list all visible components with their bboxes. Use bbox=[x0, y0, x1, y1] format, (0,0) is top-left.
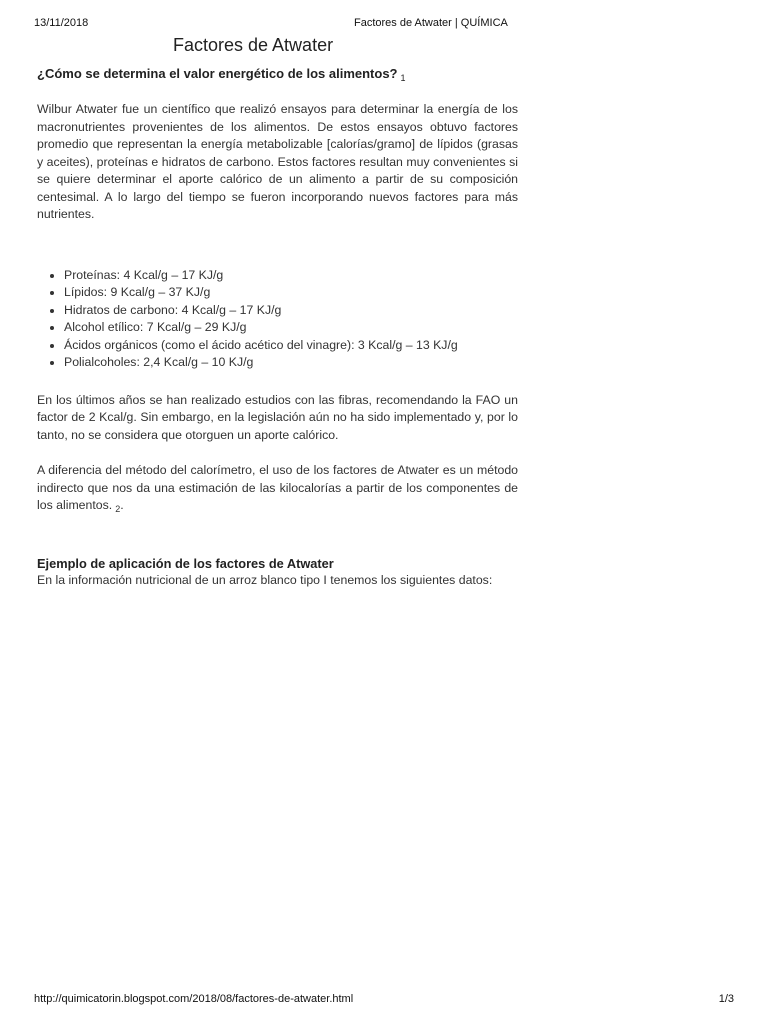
calorimetro-tail: . bbox=[120, 498, 124, 512]
example-paragraph: En la información nutricional de un arroz blanco tipo I tenemos los siguientes datos: bbox=[37, 572, 493, 587]
list-item: • Alcohol etílico: 7 Kcal/g – 29 KJ/g bbox=[64, 319, 518, 337]
intro-paragraph: Wilbur Atwater fue un científico que realizó ensayos para determinar la energía de los macronutrientes provenientes de los alimentos. De estos ensayos obtuvo factores promedio que representan la energía metabolizable [calorías/gramo] de lípidos (grasas y aceites), proteínas e hidratos de carbono. Estos factores resultan muy convenientes si se quiere determinar el aporte calórico de un alimento a partir de su composición centesimal. A lo largo del tiempo se fueron incorporando nuevos factores para más nutrientes. bbox=[37, 102, 518, 221]
list-item: • Ácidos orgánicos (como el ácido acético del vinagre): 3 Kcal/g – 13 KJ/g bbox=[64, 337, 518, 355]
post-content bbox=[37, 33, 518, 589]
post-title: Factores de Atwater bbox=[173, 35, 334, 55]
list-item: • Lípidos: 9 Kcal/g – 37 KJ/g bbox=[64, 284, 518, 302]
subtitle-text: ¿Cómo se determina el valor energético de los alimentos? bbox=[37, 66, 398, 81]
list-item: • Hidratos de carbono: 4 Kcal/g – 17 KJ/g bbox=[64, 302, 518, 320]
print-date: 13/11/2018 bbox=[34, 17, 89, 29]
print-url: http://quimicatorin.blogspot.com/2018/08/factores-de-atwater.html bbox=[34, 993, 354, 1005]
print-footer bbox=[34, 993, 734, 1007]
calorimetro-reference[interactable]: 2 bbox=[115, 504, 121, 514]
page-number: 1/3 bbox=[718, 993, 734, 1005]
post-subtitle bbox=[37, 65, 518, 87]
subtitle-reference[interactable]: 1 bbox=[400, 73, 406, 83]
calorimetro-text: A diferencia del método del calorímetro, el uso de los factores de Atwater es un método indirecto que nos da una estimación de las kilocalorías a partir de los componentes de los alimentos. bbox=[37, 463, 518, 512]
list-item: • Proteínas: 4 Kcal/g – 17 KJ/g bbox=[64, 267, 518, 285]
print-header bbox=[34, 17, 734, 31]
atwater-factors-list bbox=[37, 267, 518, 372]
list-item: • Polialcoholes: 2,4 Kcal/g – 10 KJ/g bbox=[64, 354, 518, 372]
print-page-title: Factores de Atwater | QUÍMICA bbox=[354, 17, 508, 29]
calorimetro-paragraph bbox=[37, 462, 518, 519]
fibras-paragraph: En los últimos años se han realizado estudios con las fibras, recomendando la FAO un factor de 2 Kcal/g. Sin embargo, en la legislación aún no ha sido implementado y, por lo tanto, no se considera que otorguen un aporte calórico. bbox=[37, 392, 518, 442]
example-heading: Ejemplo de aplicación de los factores de Atwater bbox=[37, 555, 334, 571]
